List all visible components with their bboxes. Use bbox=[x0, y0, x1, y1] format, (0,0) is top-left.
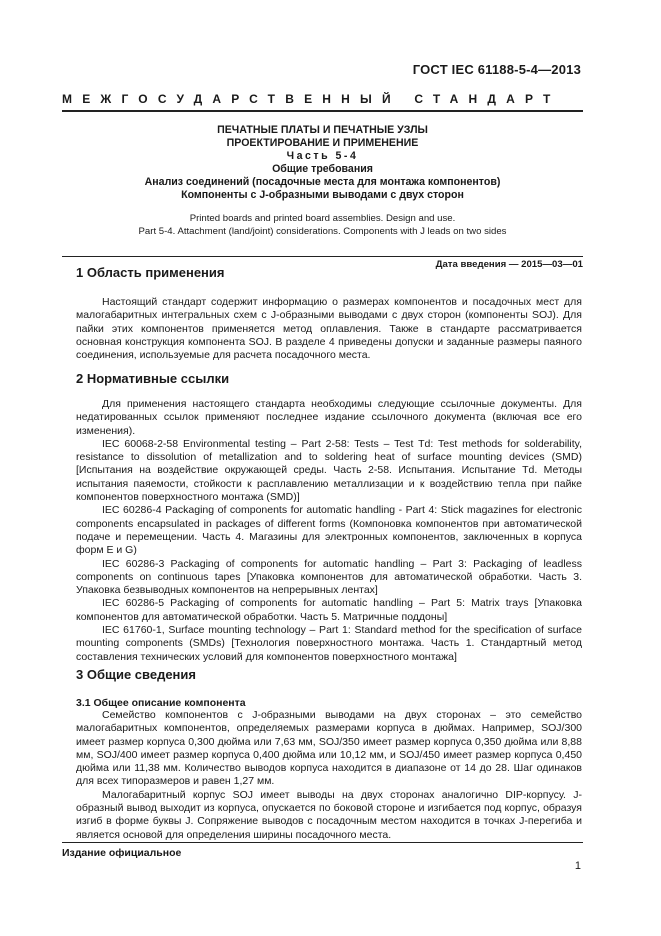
page-number: 1 bbox=[574, 860, 581, 872]
section-3-body bbox=[76, 709, 582, 842]
title-line-6: Компоненты с J-образными выводами с двух сторон bbox=[181, 189, 464, 201]
title-part: Часть 5-4 bbox=[286, 150, 359, 162]
subsection-3-1-title: 3.1 Общее описание компонента bbox=[76, 697, 246, 709]
introduction-date: Дата введения — 2015—03—01 bbox=[435, 259, 583, 270]
reference-iec-60286-4: IEC 60286-4 Packaging of components for automatic handling - Part 4: Stick magazines for electronic components encapsulated in packages of different forms (Компоновка компонентов при автоматической подаче и перемещении. Часть 4. Магазины для электронных компонентов, заключенных в корпуса форм E и G) bbox=[76, 504, 582, 557]
section-2-title: 2 Нормативные ссылки bbox=[76, 371, 230, 386]
section-1-title: 1 Область применения bbox=[76, 265, 225, 280]
section-3-title: 3 Общие сведения bbox=[76, 667, 196, 682]
title-line-4: Общие требования bbox=[272, 163, 373, 175]
section-1-paragraph bbox=[76, 296, 582, 362]
section-2-body bbox=[76, 398, 582, 664]
interstate-standard-label: МЕЖГОСУДАРСТВЕННЫЙ СТАНДАРТ bbox=[62, 92, 561, 106]
official-edition-label: Издание официальное bbox=[62, 847, 182, 859]
section-1-body bbox=[76, 296, 582, 362]
title-divider bbox=[62, 256, 583, 257]
header-divider bbox=[62, 110, 583, 112]
reference-iec-61760-1: IEC 61760-1, Surface mounting technology – Part 1: Standard method for the specification of surface mounting components (SMDs) [Технология поверхностного монтажа. Часть 1. Стандартный метод составления технических условий для компонентов поверхностного монтажа] bbox=[76, 624, 582, 663]
section-1-paragraph-text: Настоящий стандарт содержит информацию о размерах компонентов и посадочных мест для малогабаритных интегральных схем с J-образными выводами с двух сторон (компоненты SOJ). Для пайки этих компонентов применяется метод оплавления. Также в стандарте рассматривается основная конструкция компонента SOJ. В разделе 4 приведены допуски и заданные размеры паяного соединения, используемые для расчета посадочного места. bbox=[76, 296, 582, 362]
document-code: ГОСТ IEC 61188-5-4—2013 bbox=[412, 62, 581, 77]
title-line-2: ПРОЕКТИРОВАНИЕ И ПРИМЕНЕНИЕ bbox=[226, 137, 419, 149]
title-line-1: ПЕЧАТНЫЕ ПЛАТЫ И ПЕЧАТНЫЕ УЗЛЫ bbox=[217, 124, 428, 136]
english-title bbox=[62, 213, 583, 239]
english-title-line-2: Part 5-4. Attachment (land/joint) considerations. Components with J leads on two sides bbox=[138, 225, 507, 237]
footer-divider bbox=[62, 842, 583, 843]
title-block bbox=[62, 124, 583, 202]
title-line-5: Анализ соединений (посадочные места для монтажа компонентов) bbox=[144, 176, 501, 188]
section-3-paragraph-1: Семейство компонентов с J-образными выводами на двух сторонах – это семейство малогабаритных компонентов, определяемых размерами корпуса в дюймах. Например, SOJ/300 имеет размер корпуса 0,300 дюйма или 7,63 мм, SOJ/350 имеет размер корпуса 0,350 дюйма или 8,88 мм, SOJ/400 имеет размер корпуса 0,400 дюйма или 10,12 мм, и SOJ/450 имеет размер корпуса 0,450 дюйма или 11,38 мм. Количество выводов корпуса находится в диапазоне от 14 до 28. Шаг одинаков для всех типоразмеров и равен 1,27 мм. bbox=[76, 709, 582, 788]
section-2-paragraph-1: Для применения настоящего стандарта необходимы следующие ссылочные документы. Для недатированных ссылок применяют последнее издание ссылочного документа (включая все его изменения). bbox=[76, 398, 582, 437]
reference-iec-60286-3: IEC 60286-3 Packaging of components for automatic handling – Part 3: Packaging of leadless components on continuous tapes [Упаковка компонентов для автоматической обработки. Часть 3. Упаковка безвыводных компонентов на непрерывных лентах] bbox=[76, 557, 582, 597]
reference-iec-60286-5: IEC 60286-5 Packaging of components for automatic handling – Part 5: Matrix trays [Упаковка компонентов для автоматической обработки. Часть 5. Матричные поддоны] bbox=[76, 597, 582, 623]
section-3-paragraph-2: Малогабаритный корпус SOJ имеет выводы на двух сторонах аналогично DIP-корпусу. J-образный вывод выходит из корпуса, опускается по боковой стороне и изгибается под корпус, образуя изгиб в форме буквы J. Сопряжение выводов с посадочным местом находится в точках J-перегиба и является основой для определения ширины посадочного места. bbox=[76, 788, 582, 841]
reference-iec-60068-2-58: IEC 60068-2-58 Environmental testing – Part 2-58: Tests – Test Td: Test methods for solderability, resistance to dissolution of metallization and to soldering heat of surface mounting devices (SMD) [Испытания на воздействие окружающей среды. Часть 2-58. Испытания. Испытание Td. Методы испытания паяемости, стойкости к расплавлению металлизации и к воздействию тепла при пайке компонентов поверхностного монтажа (SMD)] bbox=[76, 437, 582, 504]
english-title-line-1: Printed boards and printed board assemblies. Design and use. bbox=[189, 213, 456, 224]
